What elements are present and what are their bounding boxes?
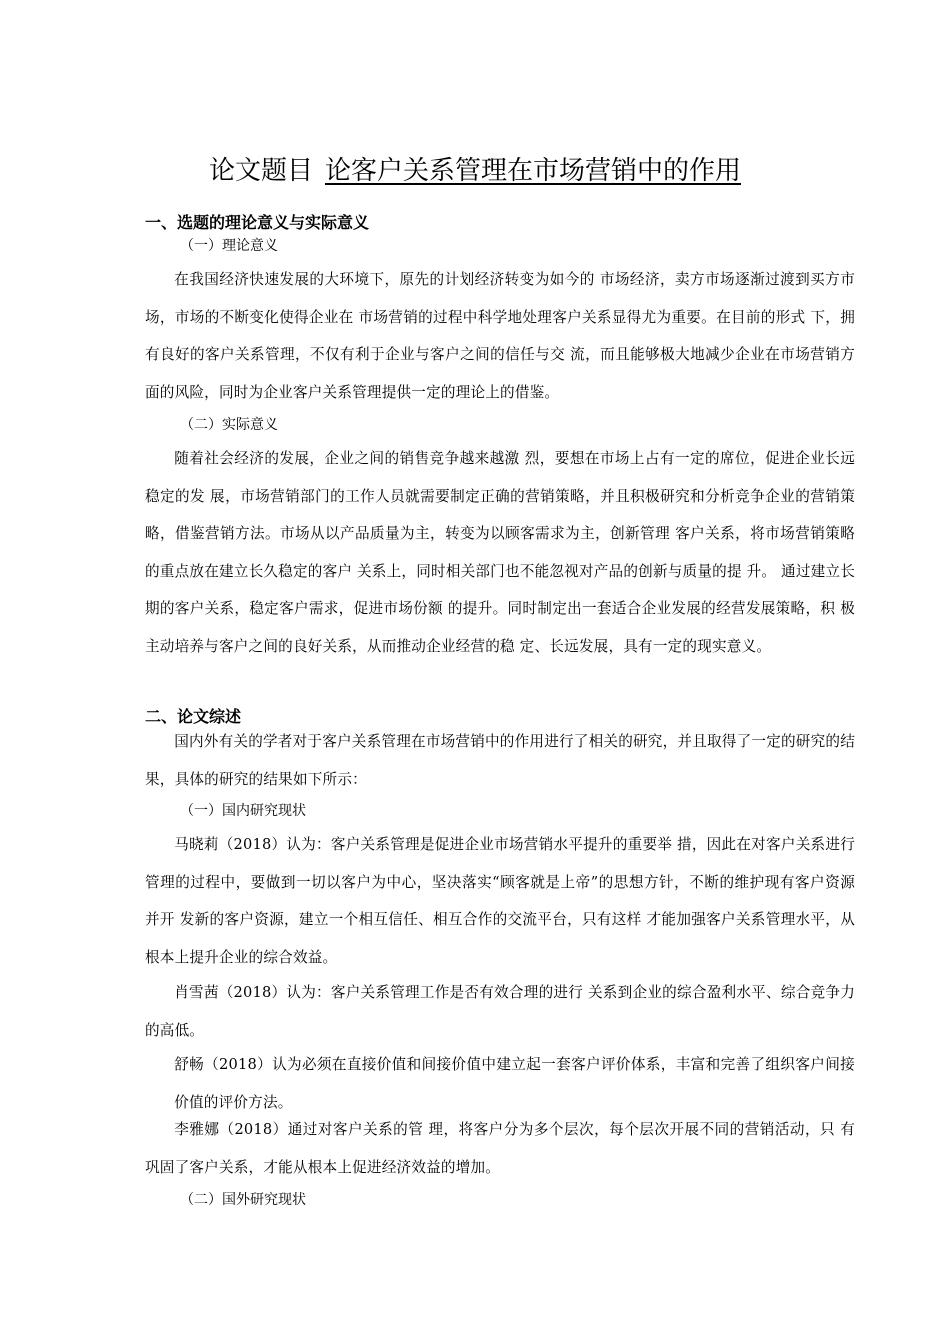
page-title xyxy=(0,152,950,190)
paragraph-li-yana: 李雅娜（2018）通过对客户关系的管 理，将客户分为多个层次，每个层次开展不同的营销活动，只 有巩固了客户关系，才能从根本上促进经济效益的增加。 xyxy=(145,1121,855,1176)
paragraph-shu-chang: 舒畅（2018）认为必须在直接价值和间接价值中建立起一套客户评价体系，丰富和完善了组织客户间接价值的评价方法。 xyxy=(174,1056,855,1111)
subheading-theoretical: （一）理论意义 xyxy=(180,238,278,254)
paragraph-practical: 随着社会经济的发展，企业之间的销售竞争越来越激 烈，要想在市场上占有一定的席位，促进企业长远稳定的发 展，市场营销部门的工作人员就需要制定正确的营销策略，并且积极研究和分析竞争企业的营销策略，借鉴营销方法。市场从以产品质量为主，转变为以顾客需求为主，创新管理 客户关系，将市场营销策略的重点放在建立长久稳定的客户 关系上，同时相关部门也不能忽视对产品的创新与质量的提 升。 通过建立长期的客户关系，稳定客户需求，促进市场份额 的提升。同时制定出一套适合企业发展的经营发展策略，积 极主动培养与客户之间的良好关系，从而推动企业经营的稳 定、长远发展，具有一定的现实意义。 xyxy=(145,450,855,655)
paragraph-review-intro: 国内外有关的学者对于客户关系管理在市场营销中的作用进行了相关的研究，并且取得了一定的研究的结果，具体的研究的结果如下所示： xyxy=(145,733,855,788)
subheading-foreign: （二）国外研究现状 xyxy=(180,1192,306,1208)
subheading-domestic: （一）国内研究现状 xyxy=(180,803,306,819)
title-topic: 论客户关系管理在市场营销中的作用 xyxy=(325,156,742,186)
paragraph-theoretical: 在我国经济快速发展的大环境下，原先的计划经济转变为如今的 市场经济，卖方市场逐渐过渡到买方市场，市场的不断变化使得企业在 市场营销的过程中科学地处理客户关系显得尤为重要。在目前的形式 下，拥有良好的客户关系管理，不仅有利于企业与客户之间的信任与交 流，而且能够极大地减少企业在市场营销方面的风险，同时为企业客户关系管理提供一定的理论上的借鉴。 xyxy=(145,271,855,401)
paragraph-xiao-xueqian: 肖雪茜（2018）认为：客户关系管理工作是否有效合理的进行 关系到企业的综合盈利水平、综合竞争力的高低。 xyxy=(145,984,855,1039)
section-heading-review: 二、论文综述 xyxy=(145,707,242,726)
paragraph-ma-xiaoli: 马晓莉（2018）认为：客户关系管理是促进企业市场营销水平提升的重要举 措，因此在对客户关系进行管理的过程中，要做到一切以客户为中心，坚决落实“顾客就是上帝”的思想方针，不断的维护现有客户资源并开 发新的客户资源，建立一个相互信任、相互合作的交流平台，只有这样 才能加强客户关系管理水平，从根本上提升企业的综合效益。 xyxy=(145,836,855,966)
title-prefix: 论文题目 xyxy=(208,156,313,186)
subheading-practical: （二）实际意义 xyxy=(180,417,278,433)
section-heading-significance: 一、选题的理论意义与实际意义 xyxy=(145,213,370,232)
